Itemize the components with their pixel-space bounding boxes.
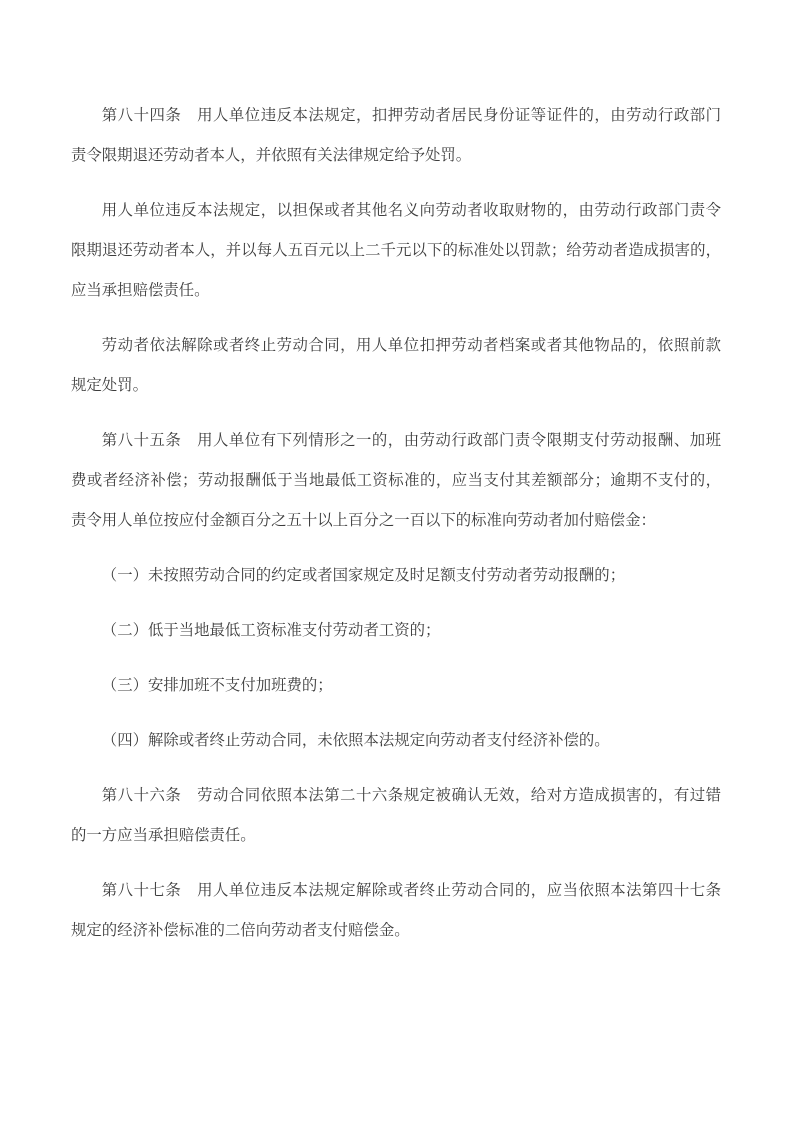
text-line: 第八十七条 用人单位违反本法规定解除或者终止劳动合同的，应当依照本法第四十七条 [101,882,721,899]
text-line: 限期退还劳动者本人，并以每人五百元以上二千元以下的标准处以罚款；给劳动者造成损害的， [71,242,721,259]
article-85-item-1 [71,556,721,596]
text-line: 责令用人单位按应付金额百分之五十以上百分之一百以下的标准向劳动者加付赔偿金： [71,512,656,529]
text-line: 规定的经济补偿标准的二倍向劳动者支付赔偿金。 [71,922,410,939]
article-85-intro [71,421,721,541]
article-84-paragraph-2 [71,191,721,311]
text-line: 的一方应当承担赔偿责任。 [71,827,256,844]
text-line: 用人单位违反本法规定，以担保或者其他名义向劳动者收取财物的，由劳动行政部门责令 [101,202,721,219]
text-line: 第八十六条 劳动合同依照本法第二十六条规定被确认无效，给对方造成损害的，有过错 [101,787,721,804]
article-84-paragraph-3 [71,326,721,406]
text-line: 费或者经济补偿；劳动报酬低于当地最低工资标准的，应当支付其差额部分；逾期不支付的， [71,472,721,489]
text-line: 规定处罚。 [71,377,148,394]
article-85-item-4 [71,721,721,761]
text-line: 第八十四条 用人单位违反本法规定，扣押劳动者居民身份证等证件的，由劳动行政部门 [101,107,721,124]
text-line: （三）安排加班不支付加班费的； [101,677,333,694]
article-87 [71,871,721,951]
article-85-item-2 [71,611,721,651]
article-84-paragraph-1 [71,96,721,176]
text-line: 第八十五条 用人单位有下列情形之一的，由劳动行政部门责令限期支付劳动报酬、加班 [101,432,721,449]
text-line: 应当承担赔偿责任。 [71,282,210,299]
text-line: （二）低于当地最低工资标准支付劳动者工资的； [101,622,441,639]
document-body [71,96,721,951]
text-line: 劳动者依法解除或者终止劳动合同，用人单位扣押劳动者档案或者其他物品的，依照前款 [101,337,721,354]
article-85-item-3 [71,666,721,706]
text-line: （一）未按照劳动合同的约定或者国家规定及时足额支付劳动者劳动报酬的； [101,567,626,584]
text-line: 责令限期退还劳动者本人，并依照有关法律规定给予处罚。 [71,147,472,164]
article-86 [71,776,721,856]
text-line: （四）解除或者终止劳动合同，未依照本法规定向劳动者支付经济补偿的。 [101,732,610,749]
